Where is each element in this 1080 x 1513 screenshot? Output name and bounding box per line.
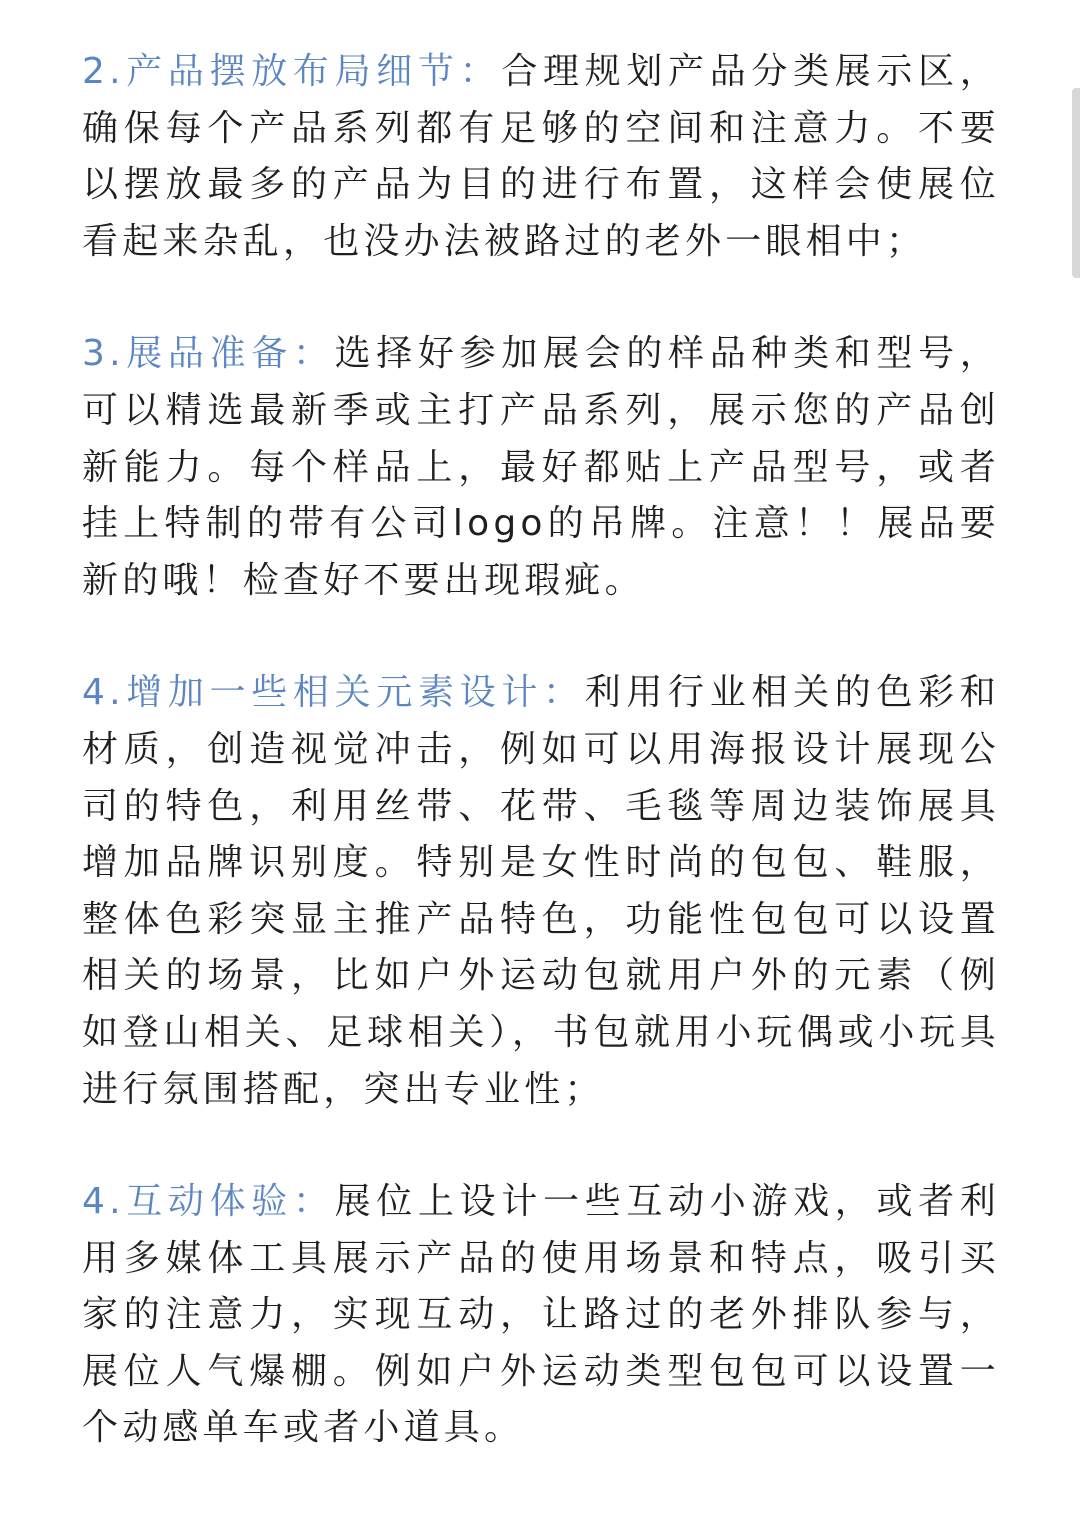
section-body: 合理规划产品分类展示区，确保每个产品系列都有足够的空间和注意力。不要以摆放最多的产品为目的进行布置，这样会使展位看起来杂乱，也没办法被路过的老外一眼相中； (82, 51, 1000, 262)
section-heading: 3.展品准备： (82, 333, 335, 375)
section-layout-details (82, 44, 1000, 270)
paragraph (82, 326, 1000, 609)
section-design-elements (82, 665, 1000, 1118)
scrollbar[interactable] (1072, 88, 1080, 278)
paragraph (82, 1174, 1000, 1457)
section-exhibit-preparation (82, 326, 1000, 609)
paragraph (82, 665, 1000, 1118)
section-interactive-experience (82, 1174, 1000, 1457)
section-body: 选择好参加展会的样品种类和型号，可以精选最新季或主打产品系列，展示您的产品创新能力。每个样品上，最好都贴上产品型号，或者挂上特制的带有公司logo的吊牌。注意！！展品要新的哦！检查好不要出现瑕疵。 (82, 333, 1001, 601)
section-body: 利用行业相关的色彩和材质，创造视觉冲击，例如可以用海报设计展现公司的特色，利用丝带、花带、毛毯等周边装饰展具增加品牌识别度。特别是女性时尚的包包、鞋服，整体色彩突显主推产品特色，功能性包包可以设置相关的场景，比如户外运动包就用户外的元素（例如登山相关、足球相关），书包就用小玩偶或小玩具进行氛围搭配，突出专业性； (82, 672, 1000, 1110)
section-heading: 2.产品摆放布局细节： (82, 51, 502, 92)
article-content (82, 44, 1000, 1513)
paragraph (82, 44, 1000, 270)
section-heading: 4.增加一些相关元素设计： (82, 672, 585, 714)
section-heading: 4.互动体验： (82, 1181, 335, 1223)
section-body: 展位上设计一些互动小游戏，或者利用多媒体工具展示产品的使用场景和特点，吸引买家的注意力，实现互动，让路过的老外排队参与，展位人气爆棚。例如户外运动类型包包可以设置一个动感单车或者小道具。 (82, 1181, 1001, 1449)
